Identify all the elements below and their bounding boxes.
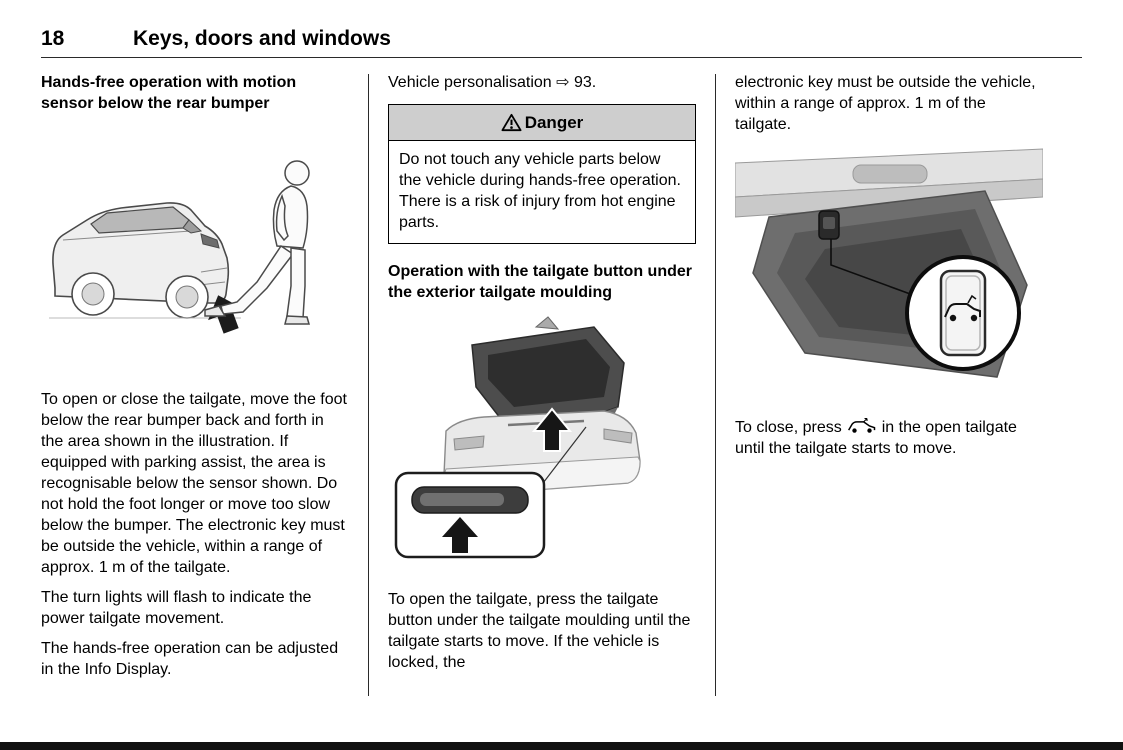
illustration-tailgate-button	[388, 311, 696, 577]
bottom-bar	[0, 742, 1123, 750]
cross-reference-vehicle-personalisation: Vehicle personalisation ⇨ 93.	[388, 74, 597, 91]
paragraph-key-range: electronic key must be outside the vehicle, within a range of approx. 1 m of the tailgate.	[735, 74, 1036, 133]
tailgate-close-button-small	[819, 211, 839, 239]
column-left	[41, 72, 349, 710]
column-divider-1	[368, 74, 369, 696]
column-divider-2	[715, 74, 716, 696]
paragraph-tailgate-open: To open the tailgate, press the tailgate button under the tailgate moulding until the tailgate starts to move. If the vehicle is locked, the	[388, 591, 691, 671]
tailgate-close-icon	[847, 417, 877, 435]
chapter-title: Keys, doors and windows	[133, 27, 391, 50]
car-rear-open-tailgate	[444, 317, 640, 495]
close-button-drawing	[735, 145, 1043, 395]
moulding-button-inset	[396, 473, 544, 557]
page-header	[0, 0, 1123, 49]
close-button-callout	[907, 257, 1019, 369]
warning-triangle-icon	[501, 113, 522, 132]
content-columns	[0, 58, 1123, 710]
illustration-kick-sensor	[41, 136, 349, 377]
section-heading-hands-free: Hands-free operation with motion sensor below the rear bumper	[41, 74, 297, 112]
illustration-close-button	[735, 145, 1043, 401]
column-middle	[388, 72, 696, 710]
section-heading-tailgate-button: Operation with the tailgate button under the exterior tailgate moulding	[388, 263, 692, 301]
close-instruction-before: To close, press	[735, 419, 842, 436]
paragraph-hands-free-2: The turn lights will flash to indicate the power tailgate movement.	[41, 589, 312, 627]
danger-box-header	[389, 105, 695, 141]
tailgate-button-drawing	[388, 311, 696, 571]
danger-box	[388, 104, 696, 244]
danger-title: Danger	[524, 113, 584, 132]
column-right	[735, 72, 1043, 710]
car-rear-view	[49, 203, 241, 318]
close-instruction	[735, 417, 1043, 459]
paragraph-hands-free-1: To open or close the tailgate, move the foot below the rear bumper back and forth in the area shown in the illustration. If equipped with parking assist, the area is recognisable below the sensor shown. Do not hold the foot longer or move too slow below the bumper. The electronic key must be outside the vehicle, within a range of approx. 1 m of the tailgate.	[41, 391, 347, 576]
danger-box-body: Do not touch any vehicle parts below the vehicle during hands-free operation. There is a risk of injury from hot engine parts.	[389, 141, 695, 243]
kick-sensor-drawing	[41, 136, 349, 371]
paragraph-hands-free-3: The hands-free operation can be adjusted in the Info Display.	[41, 640, 339, 678]
close-instruction-after: in the open tailgate until the tailgate starts to move.	[735, 419, 1017, 457]
page-number: 18	[41, 27, 65, 50]
